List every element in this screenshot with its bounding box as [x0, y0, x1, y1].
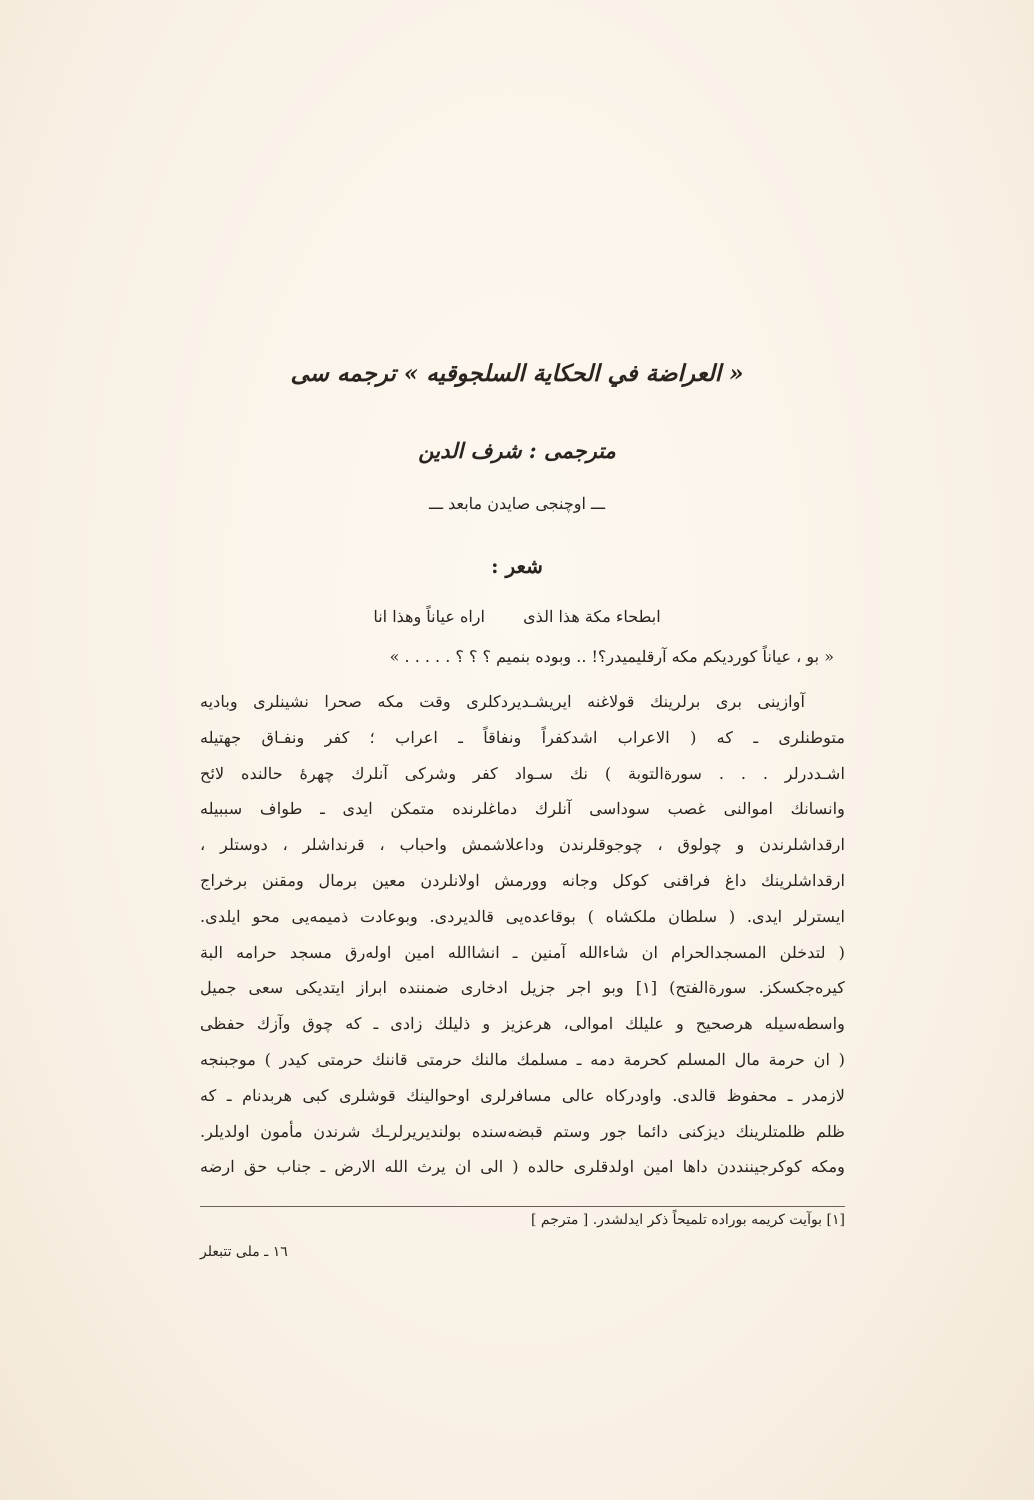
body-line: ایسترلر ایدی. ( سلطان ملكشاه ) بوقاعده‌یی قالدیردی. وبوعادت ذمیمه‌یی محو ایلدی.: [200, 906, 845, 926]
footnote-divider: [200, 1206, 845, 1207]
body-line: كیره‌جكسكز. سورةالفتح) [١] وبو اجر جزیل ادخاری ضمننده ابراز ایتدیكی سعی جمیل: [200, 978, 845, 998]
subtitle: ـــ اوچنجی صایدن مابعد ـــ: [428, 494, 606, 513]
body-line: واسطه‌سیله هرصحیح و علیلك اموالی، هرعزیز و ذلیلك زادی ـ كه چوق وآزك حفظی: [200, 1014, 845, 1034]
body-line: ومكه كوكرجیننددن داها امین اولدقلری حالده ( الی ان یرث الله الارض ـ جناب حق ارضه: [200, 1157, 845, 1177]
poem-heading: شعر :: [491, 554, 543, 578]
translator-line: مترجمی : شرف الدین: [418, 438, 616, 463]
body-line: وانسانك اموالنی غصب سوداسی آنلرك دماغلرنده متمكن ایدی ـ طواف سببیله: [200, 799, 845, 819]
verse-line: [0, 607, 1034, 626]
quote-line: « بو ، عياناً كورديكم مكه آرقليميدر؟! .. وبوده بنميم ؟ ؟ ؟ . . . . . »: [389, 647, 834, 666]
page-title: « العراضة في الحكاية السلجوقيه » ترجمه سی: [290, 360, 744, 387]
body-line: آوازینی بری برلرینك قولاغنه ایریشـدیردكلری وقت مكه صحرا نشینلری وبادیه: [200, 692, 805, 711]
verse-second-hemistich: اراه عياناً وهذا انا: [373, 607, 485, 626]
verse-first-hemistich: ابطحاء مكة هذا الذى: [523, 607, 661, 626]
footnote: [١] بوآیت كریمه بوراده تلمیحاً ذكر ایدلشدر. [ مترجم ]: [531, 1212, 845, 1228]
body-line: لازمدر ـ محفوظ قالدی. واودركاه عالی مسافرلری اوحوالینك قوشلری كبی هربدنام ـ كه: [200, 1085, 845, 1105]
body-line: اشـددرلر . . . سورةالتوبة ) نك سـواد كفر وشركی آنلرك چهرهٔ حالنده لائح: [200, 763, 845, 783]
body-line: ( ان حرمة مال المسلم كحرمة دمه ـ مسلمك مالنك حرمتی قاننك حرمتی كیدر ) موجبنجه: [200, 1049, 845, 1069]
body-line: متوطنلری ـ كه ( الاعراب اشدكفراً ونفاقاً ـ اعراب ؛ كفر ونفـاق جهتیله: [200, 727, 845, 747]
body-text: [200, 684, 845, 1185]
body-line: ارقداشلرینك داغ فراقنی كوكل وجانه وورمش اولانلردن معین برمال ومقنن برخراج: [200, 870, 845, 890]
body-line: ( لتدخلن المسجدالحرام ان شاءالله آمنین ـ انشاالله امین اوله‌رق مسجد حرامه البة: [200, 942, 845, 962]
body-line: ارقداشلرندن و چولوق ، چوجوقلرندن وداعلاشمش واحباب ، قرنداشلر ، دوستلر ،: [200, 835, 845, 855]
page-number: ١٦ ـ ملی تتبعلر: [200, 1244, 288, 1260]
body-line: ظلم ظلمتلرینك دیزكنی دائما جور وستم قبضه‌سنده بولندیریرلرـك شرندن مأمون اولدیلر.: [200, 1121, 845, 1141]
